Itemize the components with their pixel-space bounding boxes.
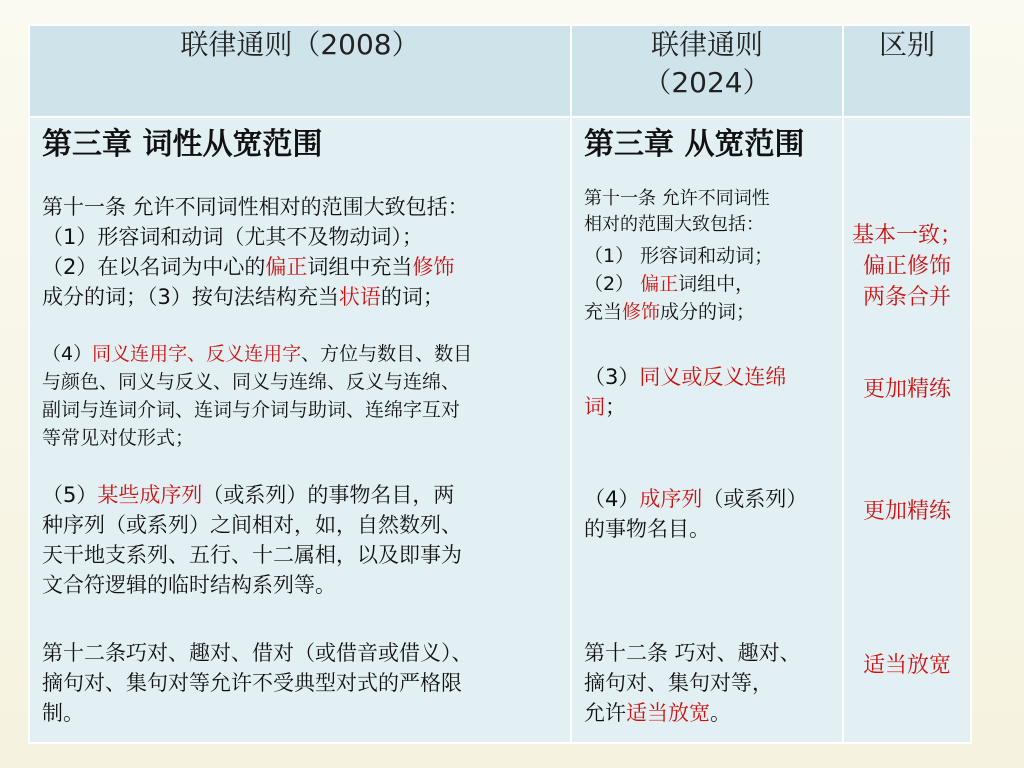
item5-line4: 文合符逻辑的临时结构系列等。 [42, 573, 336, 597]
item5-line2: 种序列（或系列）之间相对，如，自然数列、 [42, 513, 462, 537]
header-row [29, 25, 971, 117]
diff-2: 更加精练 [862, 377, 951, 402]
item5-l1: （或系列）的事物名目，两 [202, 483, 455, 507]
item5-2008 [42, 480, 462, 600]
article12-2024-line1: 第十二条 巧对、趣对、 [584, 641, 801, 665]
item3-2024-red2: 词 [584, 395, 605, 419]
item4-num: （4） [42, 343, 93, 365]
item5-num: （5） [42, 483, 98, 507]
article11-2008 [42, 192, 469, 312]
article12-2024-line2: 摘句对、集句对等， [584, 671, 773, 695]
item4-2024 [584, 484, 807, 544]
item2-red-1: 偏正 [265, 255, 308, 279]
item4-2024-num: （4） [584, 487, 640, 511]
article11-2024-line1: 第十一条 允许不同词性 [584, 188, 770, 209]
article12-2008 [42, 638, 473, 728]
header-2008: 联律通则（2008） [29, 25, 571, 117]
header-diff: 区别 [843, 25, 971, 117]
item2-2024-red2: 修饰 [622, 301, 661, 323]
diff-4: 适当放宽 [862, 653, 951, 678]
article12-2024-l3b: 。 [710, 701, 731, 725]
items-1-2-2024 [584, 242, 773, 326]
diff-1-line2: 偏正修饰 [862, 254, 951, 279]
item2-red-2: 修饰 [412, 255, 455, 279]
item4-2008 [42, 340, 472, 452]
item2-text-d: 的词； [380, 285, 444, 309]
article11-2024-line2: 相对的范围大致包括： [584, 214, 764, 235]
diff-3: 更加精练 [862, 499, 951, 524]
item2-2024-l2b: 成分的词； [660, 301, 756, 323]
cell-diff [843, 117, 971, 743]
content-row [29, 117, 971, 743]
diff-1 [844, 220, 970, 313]
chapter-title-2008: 第三章 词性从宽范围 [42, 127, 323, 162]
item2-2008 [42, 252, 469, 282]
item2-2024-red1: 偏正 [640, 273, 679, 295]
item4-2024-line1 [584, 484, 807, 514]
item2-text-b: 词组中充当 [307, 255, 413, 279]
item2-text-a: （2）在以名词为中心的 [42, 255, 266, 279]
item4-l1: 、方位与数目、数目 [301, 343, 473, 365]
item5-line1 [42, 480, 462, 510]
item2-2024-b: 词组中， [678, 273, 755, 295]
item2-3-2008 [42, 282, 469, 312]
item3-red: 状语 [338, 285, 381, 309]
diff-1-line1: 基本一致； [851, 223, 962, 248]
header-2024-line1: 联律通则 [650, 28, 763, 61]
article12-line3: 制。 [42, 701, 84, 725]
item4-line2: 与颜色、同义与反义、同义与连绵、反义与连绵、 [42, 371, 461, 393]
article11-title: 第十一条 允许不同词性相对的范围大致包括： [42, 195, 469, 219]
item4-2024-b: （或系列） [702, 487, 808, 511]
item4-2024-line2: 的事物名目。 [584, 517, 710, 541]
item3-2024 [584, 362, 786, 422]
item4-2024-red: 成序列 [639, 487, 703, 511]
item5-red: 某些成序列 [97, 483, 203, 507]
item3-2024-num: （3） [584, 365, 640, 389]
item3-2024-line2 [584, 392, 786, 422]
item3-2024-b: ； [605, 395, 626, 419]
item1-2008: （1）形容词和动词（尤其不及物动词）； [42, 225, 423, 249]
article12-2024-line3 [584, 698, 801, 728]
article12-line2: 摘句对、集句对等允许不受典型对式的严格限 [42, 671, 462, 695]
item1-2024: （1） 形容词和动词； [584, 245, 774, 267]
header-2024 [571, 25, 843, 117]
cell-2008 [29, 117, 571, 743]
item4-line4: 等常见对仗形式； [42, 427, 195, 449]
article12-2024 [584, 638, 801, 728]
chapter-title-2024: 第三章 从宽范围 [584, 127, 805, 162]
header-2024-line2: （2024） [643, 66, 771, 99]
item5-line3: 天干地支系列、五行、十二属相，以及即事为 [42, 543, 462, 567]
item3-2024-line1 [584, 362, 786, 392]
article12-2024-red: 适当放宽 [626, 701, 710, 725]
item4-line1 [42, 340, 472, 368]
item2-2024-l2a: 充当 [584, 301, 623, 323]
comparison-table [28, 24, 972, 744]
item2-2024-num: （2） [584, 273, 641, 295]
cell-2024 [571, 117, 843, 743]
item2-2024-line1 [584, 270, 773, 298]
item3-2024-red1: 同义或反义连绵 [639, 365, 787, 389]
item4-red: 同义连用字、反义连用字 [92, 343, 302, 365]
item4-line3: 副词与连词介词、连词与介词与助词、连绵字互对 [42, 399, 461, 421]
diff-1-line3: 两条合并 [862, 285, 951, 310]
item2-2024-line2 [584, 298, 773, 326]
article12-2024-l3a: 允许 [584, 701, 626, 725]
article12-line1: 第十二条巧对、趣对、借对（或借音或借义）、 [42, 641, 473, 665]
article11-2024 [584, 186, 770, 238]
item2-text-c: 成分的词；（3）按句法结构充当 [42, 285, 339, 309]
